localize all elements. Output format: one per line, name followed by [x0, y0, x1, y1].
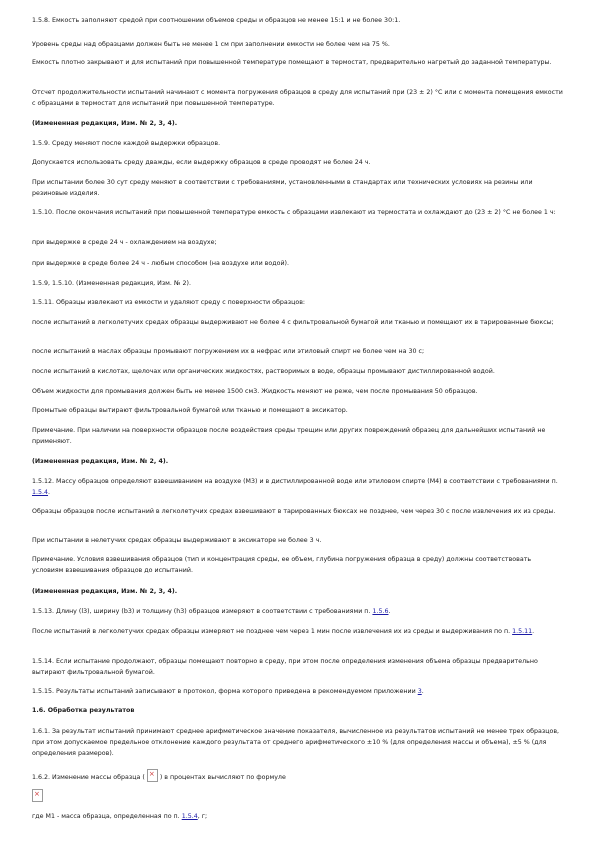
para-1-5-13 [32, 606, 564, 617]
para-weigh-volatile [32, 506, 564, 517]
para-1-5-12-end: . [48, 489, 51, 496]
para-1-5-13-end: . [388, 608, 391, 615]
para-1-5-13-text: 1.5.13. Длину (l3), ширину (b3) и толщину (h3) образцов измеряют в соответствии с требованиями п. [32, 608, 373, 615]
para-30-days: При испытании более 30 сут среду меняют в соответствии с требованиями, установленными в стандартах или технических условиях на резины или резиновые изделия. [32, 179, 533, 197]
para-acids: после испытаний в кислотах, щелочах или органических жидкостях, растворимых в воде, образцы промывают дистиллированной водой. [32, 368, 495, 375]
link-1-5-4-b[interactable]: 1.5.4 [181, 813, 198, 820]
section-heading-1-6: 1.6. Обработка результатов [32, 707, 135, 714]
para-1-5-15 [32, 686, 564, 697]
para-1-5-9: 1.5.9. Среду меняют после каждой выдержки образцов. [32, 140, 221, 147]
para-where-text: где М1 - масса образца, определенная по п. [32, 813, 182, 820]
para-amend-4: (Измененная редакция, Изм. № 2, 3, 4). [32, 588, 178, 595]
para-amend-2: 1.5.9, 1.5.10. (Измененная редакция, Изм. № 2). [32, 280, 191, 287]
link-1-5-6[interactable]: 1.5.6 [372, 608, 389, 615]
para-1-5-10: 1.5.10. После окончания испытаний при повышенной температуре емкость с образцами извлекают из термостата и охлаждают до (23 ± 2) °С не более 1 ч: [32, 209, 556, 216]
para-24h-air: при выдержке в среде 24 ч - охлаждением на воздухе; [32, 239, 217, 246]
formula-broken-image-icon [32, 789, 43, 802]
para-weigh-volatile-start: Образцы [32, 508, 62, 515]
para-24h-any: при выдержке в среде более 24 ч - любым способом (на воздухе или водой). [32, 260, 289, 267]
para-1-6-2-text: 1.6.2. Изменение массы образца ( [32, 774, 145, 781]
para-duration: Отсчет продолжительности испытаний начинают с момента погружения образцов в среду для испытаний при (23 ± 2) °С или с момента помещения емкости с образцами в термостат для испытаний при повышенной температуре. [32, 89, 563, 107]
para-1-5-15-text: 1.5.15. Результаты испытаний записывают в протокол, форма которого приведена в рекомендуемом приложении [32, 688, 418, 695]
para-amend-1: (Измененная редакция, Изм. № 2, 3, 4). [32, 120, 178, 127]
para-1-6-2 [32, 769, 564, 783]
para-amend-3: (Измененная редакция, Изм. № 2, 4). [32, 458, 169, 465]
para-volume: Объем жидкости для промывания должен быть не менее 1500 см3. Жидкость меняют не реже, чем после промывания 50 образцов. [32, 388, 478, 395]
link-1-5-4[interactable]: 1.5.4 [32, 489, 49, 496]
para-level: Уровень среды над образцами должен быть не менее 1 см при заполнении емкости не более чем на 75 %. [32, 41, 390, 48]
para-twice: Допускается использовать среду дважды, если выдержку образцов в среде проводят не более 24 ч. [32, 159, 371, 166]
para-weigh-volatile-rest: образцов после испытаний в легколетучих средах взвешивают в тарированных бюксах не позднее, чем через 30 с после извлечения их из среды. [63, 508, 556, 515]
para-wipe: Промытые образцы вытирают фильтровальной бумагой или тканью и помещают в эксикатор. [32, 407, 348, 414]
para-measure-text: После испытаний в легколетучих средах образцы измеряют не позднее чем через 1 мин после извлечения их из среды и выдерживания по п. [32, 628, 513, 635]
para-where [32, 811, 564, 822]
para-note-1: Примечание. При наличии на поверхности образцов после воздействия среды трещин или других повреждений образец для дальнейших испытаний не применяют. [32, 427, 546, 445]
para-oils: после испытаний в маслах образцы промывают погружением их в нефрас или этиловый спирт не более чем на 30 с; [32, 348, 425, 355]
para-1-5-8: 1.5.8. Емкость заполняют средой при соотношении объемов среды и образцов не менее 15:1 и не более 30:1. [32, 17, 401, 24]
para-1-5-11: 1.5.11. Образцы извлекают из емкости и удаляют среду с поверхности образцов: [32, 299, 306, 306]
para-1-5-12-text: 1.5.12. Массу образцов определяют взвешиванием на воздухе (М3) и в дистиллированной воде или этиловом спирте (М4) в соответствии с требованиями п. [32, 478, 558, 485]
para-note-2: Примечание. Условия взвешивания образцов (тип и концентрация среды, ее объем, глубина погружения образца в среду) должны соответствовать условиям взвешивания образцов до испытаний. [32, 556, 532, 574]
para-where-end: , г; [197, 813, 208, 820]
link-1-5-11[interactable]: 1.5.11 [512, 628, 533, 635]
para-1-6-2-end: ) в процентах вычисляют по формуле [159, 774, 286, 781]
para-thermostat: Емкость плотно закрывают и для испытаний при повышенной температуре помещают в термостат, предварительно нагретый до заданной температуры. [32, 59, 552, 66]
para-volatile: после испытаний в легколетучих средах образцы выдерживают не более 4 с фильтровальной бумагой или тканью и помещают их в тарированные бюксы; [32, 319, 554, 326]
para-measure-volatile [32, 626, 564, 637]
para-measure-end: . [532, 628, 535, 635]
para-nonvolatile: При испытании в нелетучих средах образцы выдерживают в эксикаторе не более 3 ч. [32, 537, 322, 544]
broken-image-icon [147, 769, 158, 782]
para-1-5-14: 1.5.14. Если испытание продолжают, образцы помещают повторно в среду, при этом после определения изменения объема образцы предварительно вытирают фильтровальной бумагой. [32, 658, 538, 676]
para-1-5-12 [32, 476, 564, 498]
link-appendix-3[interactable]: 3 [417, 688, 422, 695]
para-1-6-1: 1.6.1. За результат испытаний принимают среднее арифметическое значение показателя, вычисленное из результатов испытаний не менее трех образцов, при этом допускаемое предельное отклонение каждого результата от среднего арифметического ±10 % (для определения массы и объема), ±5 % (для определения размеров). [32, 728, 560, 757]
para-1-5-15-end: . [421, 688, 424, 695]
